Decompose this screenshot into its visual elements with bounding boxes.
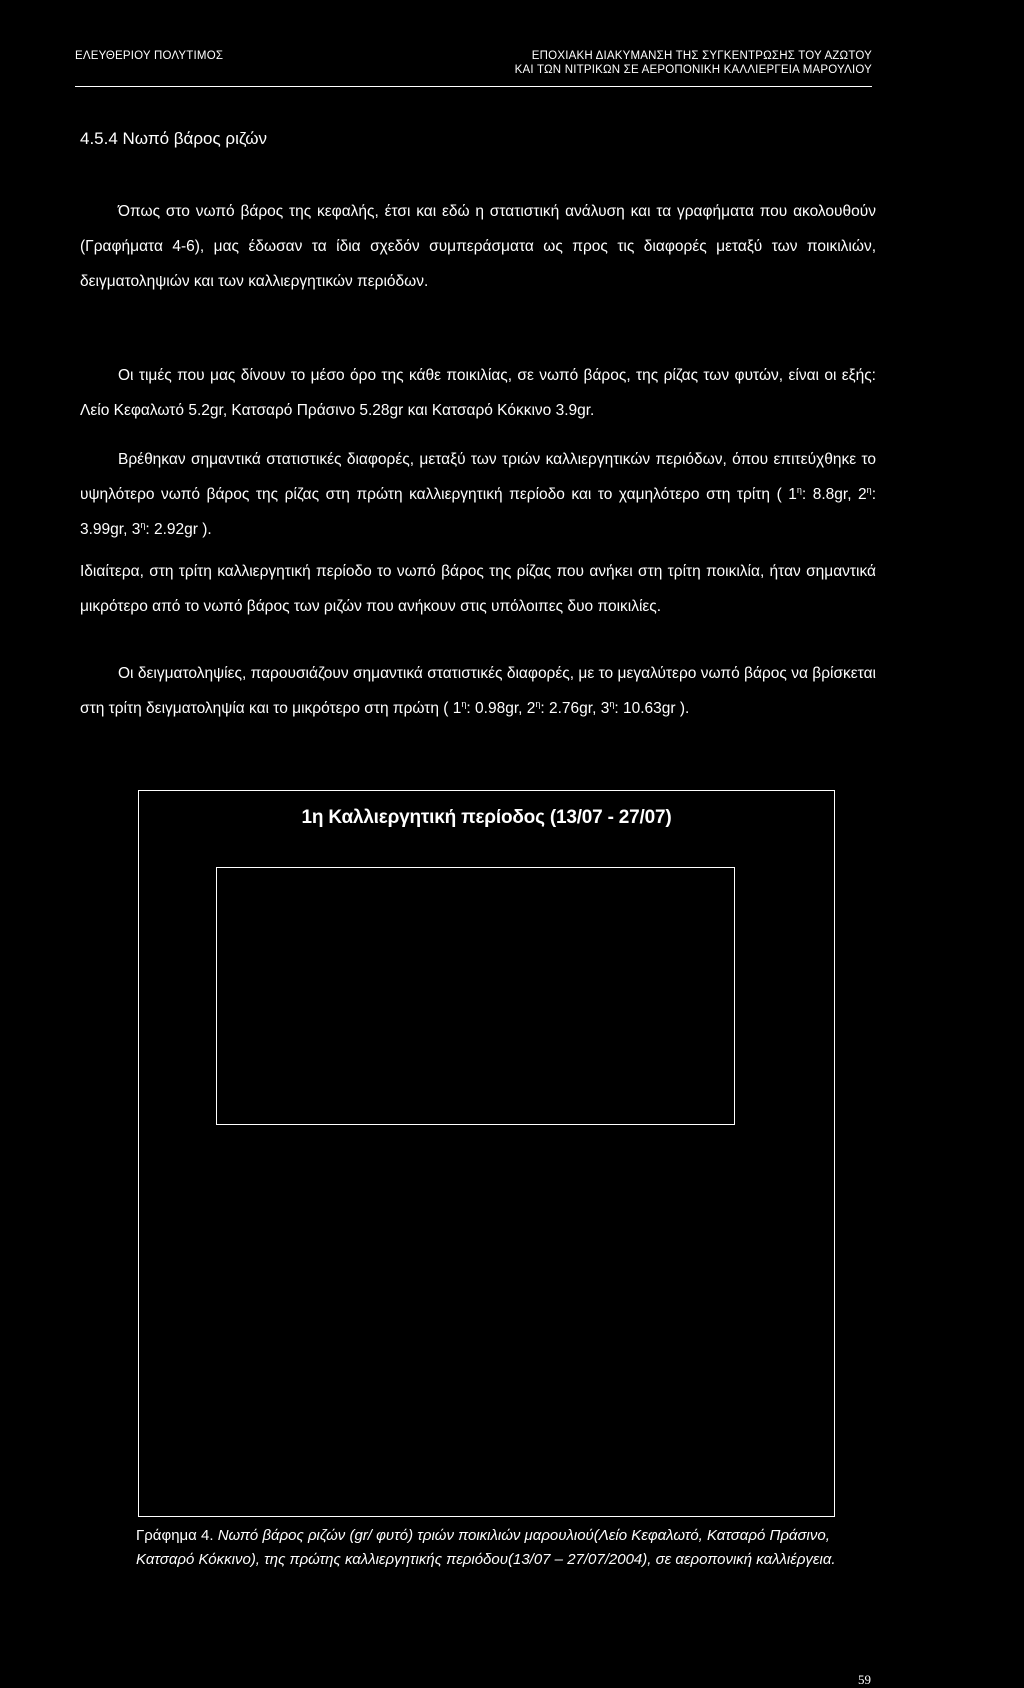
chart-title: 1η Καλλιεργητική περίοδος (13/07 - 27/07) [301,807,672,828]
paragraph-5-text-a: Οι δειγματοληψίες, παρουσιάζουν σημαντικά στατιστικές διαφορές, με το μεγαλύτερο νωπό βάρος να βρίσκεται στη τρίτη δειγματοληψία και το μικρότερο στη πρώτη ( 1 [80,665,876,717]
paragraph-5-text-c: : 2.76gr, 3 [540,700,610,717]
paragraph-3-text-c: : 3.99gr, 3 [80,486,876,538]
ordinal-sup: η [609,698,615,709]
paragraph-5-text-b: : 0.98gr, 2 [466,700,536,717]
header-title-line-2: ΚΑΙ ΤΩΝ ΝΙΤΡΙΚΩΝ ΣΕ ΑΕΡΟΠΟΝΙΚΗ ΚΑΛΛΙΕΡΓΕΙΑ ΜΑΡΟΥΛΙΟΥ [514,64,872,76]
header-divider [75,86,872,87]
figure-caption [136,1524,876,1572]
paragraph-3-text-a: Βρέθηκαν σημαντικά στατιστικές διαφορές, μεταξύ των τριών καλλιεργητικών περιόδων, όπου επιτεύχθηκε το υψηλότερο νωπό βάρος της ρίζας στη πρώτη καλλιεργητική περίοδο και το χαμηλότερο στη τρίτη ( 1 [80,451,876,503]
paragraph-4-text: Ιδιαίτερα, στη τρίτη καλλιεργητική περίοδο το νωπό βάρος της ρίζας που ανήκει στη τρίτη ποικιλία, ήταν σημαντικά μικρότερο από το νωπό βάρος των ριζών που ανήκουν στις υπόλοιπες δυο ποικιλίες. [80,563,876,615]
chart-plot-area [216,867,735,1125]
paragraph-3-text-b: : 8.8gr, 2 [801,486,867,503]
page-number: 59 [858,1672,871,1687]
caption-label: Γράφημα 4. [136,1527,214,1544]
header-title [515,49,872,77]
ordinal-sup: η [461,698,467,709]
ordinal-sup: η [866,484,872,495]
caption-text: Νωπό βάρος ριζών (gr/ φυτό) τριών ποικιλιών μαρουλιού(Λείο Κεφαλωτό, Κατσαρό Πράσινο, Κατσαρό Κόκκινο), της πρώτης καλλιεργητικής περιόδου(13/07 – 27/07/2004), σε αεροπονική καλλιέργεια. [136,1527,836,1568]
paragraph-1-text: Όπως στο νωπό βάρος της κεφαλής, έτσι και εδώ η στατιστική ανάλυση και τα γραφήματα που ακολουθούν (Γραφήματα 4-6), μας έδωσαν τα ίδια σχεδόν συμπεράσματα ως προς τις διαφορές μεταξύ των ποικιλιών, δειγματοληψιών και των καλλιεργητικών περιόδων. [80,203,876,290]
paragraph-5-text-d: : 10.63gr ). [614,700,690,717]
paragraph-2-text: Οι τιμές που μας δίνουν το μέσο όρο της κάθε ποικιλίας, σε νωπό βάρος, της ρίζας των φυτών, είναι οι εξής: Λείο Κεφαλωτό 5.2gr, Κατσαρό Πράσινο 5.28gr και Κατσαρό Κόκκινο 3.9gr. [80,367,876,419]
paragraph-2 [80,358,876,428]
section-title: 4.5.4 Νωπό βάρος ριζών [80,129,267,148]
paragraph-1 [80,194,876,299]
ordinal-sup: η [140,519,146,530]
paragraph-4 [80,554,876,624]
paragraph-3-text-d: : 2.92gr ). [145,521,212,538]
ordinal-sup: η [796,484,802,495]
header-author: ΕΛΕΥΘΕΡΙΟΥ ΠΟΛΥΤΙΜΟΣ [75,50,224,62]
paragraph-3 [80,442,876,547]
header-title-line-1: ΕΠΟΧΙΑΚΗ ΔΙΑΚΥΜΑΝΣΗ ΤΗΣ ΣΥΓΚΕΝΤΡΩΣΗΣ ΤΟΥ ΑΖΩΤΟΥ [531,50,872,62]
ordinal-sup: η [535,698,541,709]
figure-frame-bottom [138,1516,835,1517]
paragraph-5 [80,656,876,726]
